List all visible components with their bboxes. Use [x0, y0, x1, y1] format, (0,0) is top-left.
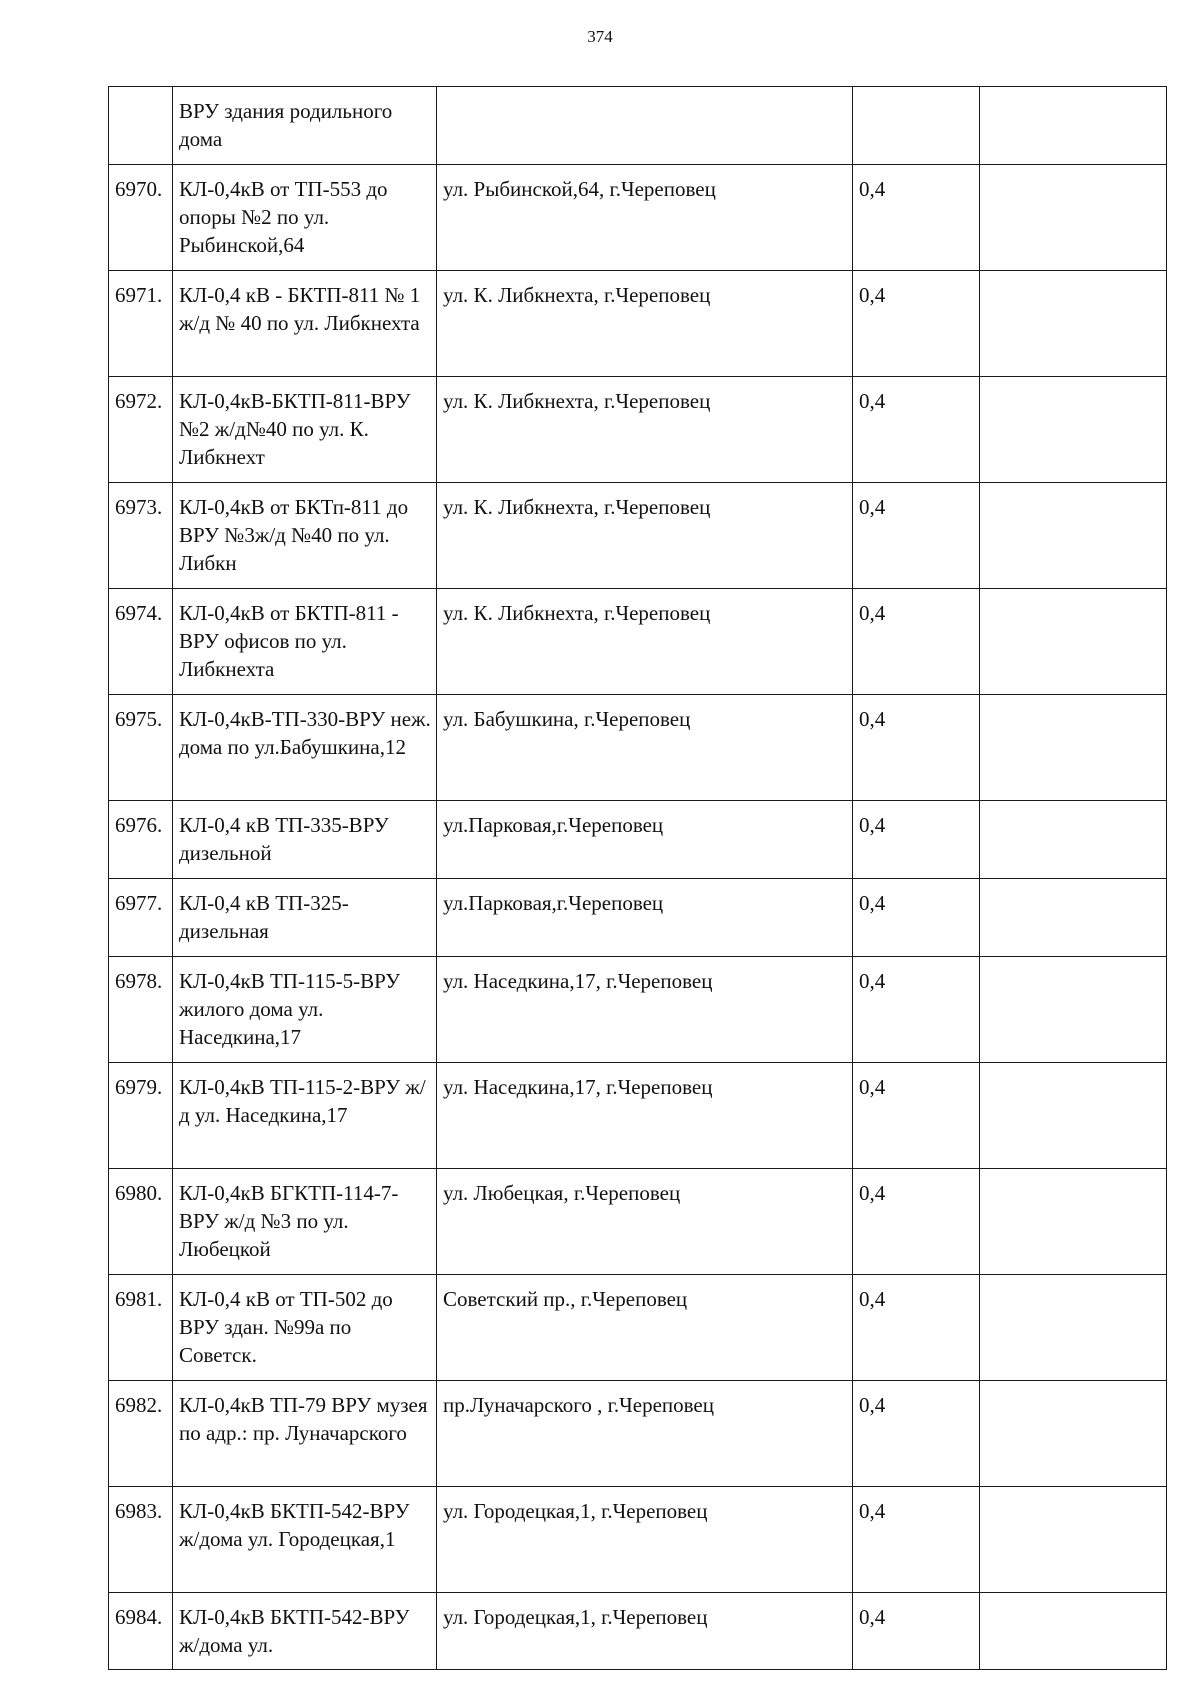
row-number: 6983. — [109, 1487, 173, 1593]
line-voltage: 0,4 — [853, 1063, 980, 1169]
line-address: ул.Парковая,г.Череповец — [437, 879, 853, 957]
row-number: 6978. — [109, 957, 173, 1063]
line-description: КЛ-0,4кВ БКТП-542-ВРУ ж/дома ул. — [173, 1593, 437, 1670]
line-description: КЛ-0,4кВ БГКТП-114-7-ВРУ ж/д №3 по ул. Любецкой — [173, 1169, 437, 1275]
line-voltage — [853, 87, 980, 165]
line-note — [980, 271, 1167, 377]
row-number: 6972. — [109, 377, 173, 483]
table-row — [109, 801, 1167, 879]
row-number: 6984. — [109, 1593, 173, 1670]
line-note — [980, 1593, 1167, 1670]
line-note — [980, 377, 1167, 483]
registry-table — [108, 86, 1167, 1670]
line-note — [980, 801, 1167, 879]
line-voltage: 0,4 — [853, 1487, 980, 1593]
row-number: 6977. — [109, 879, 173, 957]
row-number: 6973. — [109, 483, 173, 589]
line-description: КЛ-0,4 кВ ТП-325-дизельная — [173, 879, 437, 957]
line-description: КЛ-0,4кВ-ТП-330-ВРУ неж. дома по ул.Бабушкина,12 — [173, 695, 437, 801]
line-note — [980, 165, 1167, 271]
row-number: 6971. — [109, 271, 173, 377]
line-description: КЛ-0,4кВ БКТП-542-ВРУ ж/дома ул. Городецкая,1 — [173, 1487, 437, 1593]
line-voltage: 0,4 — [853, 377, 980, 483]
table-row — [109, 87, 1167, 165]
line-address: ул. К. Либкнехта, г.Череповец — [437, 377, 853, 483]
table-row — [109, 1275, 1167, 1381]
line-note — [980, 589, 1167, 695]
table-row — [109, 695, 1167, 801]
line-note — [980, 87, 1167, 165]
line-description: КЛ-0,4кВ от ТП-553 до опоры №2 по ул. Рыбинской,64 — [173, 165, 437, 271]
line-address: ул. К. Либкнехта, г.Череповец — [437, 483, 853, 589]
table-row — [109, 1487, 1167, 1593]
line-description: КЛ-0,4 кВ от ТП-502 до ВРУ здан. №99а по Советск. — [173, 1275, 437, 1381]
line-note — [980, 879, 1167, 957]
table-row — [109, 879, 1167, 957]
table-row — [109, 165, 1167, 271]
table-row — [109, 377, 1167, 483]
line-description: КЛ-0,4кВ от БКТП-811 - ВРУ офисов по ул. Либкнехта — [173, 589, 437, 695]
line-description: КЛ-0,4кВ-БКТП-811-ВРУ №2 ж/д№40 по ул. К. Либкнехт — [173, 377, 437, 483]
line-description: КЛ-0,4 кВ ТП-335-ВРУ дизельной — [173, 801, 437, 879]
line-description: ВРУ здания родильного дома — [173, 87, 437, 165]
line-address: ул. Городецкая,1, г.Череповец — [437, 1593, 853, 1670]
line-voltage: 0,4 — [853, 957, 980, 1063]
line-voltage: 0,4 — [853, 1593, 980, 1670]
table-row — [109, 589, 1167, 695]
line-address: ул. Бабушкина, г.Череповец — [437, 695, 853, 801]
line-voltage: 0,4 — [853, 1275, 980, 1381]
table-row — [109, 1169, 1167, 1275]
line-note — [980, 695, 1167, 801]
line-voltage: 0,4 — [853, 271, 980, 377]
line-address: ул.Парковая,г.Череповец — [437, 801, 853, 879]
table-row — [109, 1381, 1167, 1487]
line-description: КЛ-0,4 кВ - БКТП-811 № 1 ж/д № 40 по ул. Либкнехта — [173, 271, 437, 377]
line-note — [980, 957, 1167, 1063]
line-address: ул. Рыбинской,64, г.Череповец — [437, 165, 853, 271]
table-row — [109, 1593, 1167, 1670]
line-voltage: 0,4 — [853, 165, 980, 271]
line-address: ул. Городецкая,1, г.Череповец — [437, 1487, 853, 1593]
line-note — [980, 1063, 1167, 1169]
line-description: КЛ-0,4кВ от БКТп-811 до ВРУ №3ж/д №40 по ул. Либкн — [173, 483, 437, 589]
table-row — [109, 271, 1167, 377]
line-address — [437, 87, 853, 165]
line-description: КЛ-0,4кВ ТП-115-2-ВРУ ж/ д ул. Наседкина,17 — [173, 1063, 437, 1169]
row-number — [109, 87, 173, 165]
line-voltage: 0,4 — [853, 879, 980, 957]
row-number: 6974. — [109, 589, 173, 695]
line-voltage: 0,4 — [853, 1169, 980, 1275]
row-number: 6970. — [109, 165, 173, 271]
registry-table-body — [109, 87, 1167, 1670]
line-description: КЛ-0,4кВ ТП-115-5-ВРУ жилого дома ул. Наседкина,17 — [173, 957, 437, 1063]
line-address: ул. Наседкина,17, г.Череповец — [437, 1063, 853, 1169]
line-voltage: 0,4 — [853, 1381, 980, 1487]
row-number: 6979. — [109, 1063, 173, 1169]
table-row — [109, 1063, 1167, 1169]
line-note — [980, 1275, 1167, 1381]
line-address: ул. К. Либкнехта, г.Череповец — [437, 589, 853, 695]
line-voltage: 0,4 — [853, 801, 980, 879]
line-voltage: 0,4 — [853, 695, 980, 801]
table-row — [109, 957, 1167, 1063]
row-number: 6976. — [109, 801, 173, 879]
line-note — [980, 1381, 1167, 1487]
line-note — [980, 483, 1167, 589]
line-address: ул. К. Либкнехта, г.Череповец — [437, 271, 853, 377]
row-number: 6982. — [109, 1381, 173, 1487]
page-number: 374 — [587, 27, 613, 46]
line-note — [980, 1169, 1167, 1275]
line-address: Советский пр., г.Череповец — [437, 1275, 853, 1381]
table-row — [109, 483, 1167, 589]
row-number: 6981. — [109, 1275, 173, 1381]
line-address: ул. Любецкая, г.Череповец — [437, 1169, 853, 1275]
row-number: 6980. — [109, 1169, 173, 1275]
line-description: КЛ-0,4кВ ТП-79 ВРУ музея по адр.: пр. Луначарского — [173, 1381, 437, 1487]
row-number: 6975. — [109, 695, 173, 801]
line-address: ул. Наседкина,17, г.Череповец — [437, 957, 853, 1063]
line-address: пр.Луначарского , г.Череповец — [437, 1381, 853, 1487]
line-note — [980, 1487, 1167, 1593]
line-voltage: 0,4 — [853, 589, 980, 695]
line-voltage: 0,4 — [853, 483, 980, 589]
